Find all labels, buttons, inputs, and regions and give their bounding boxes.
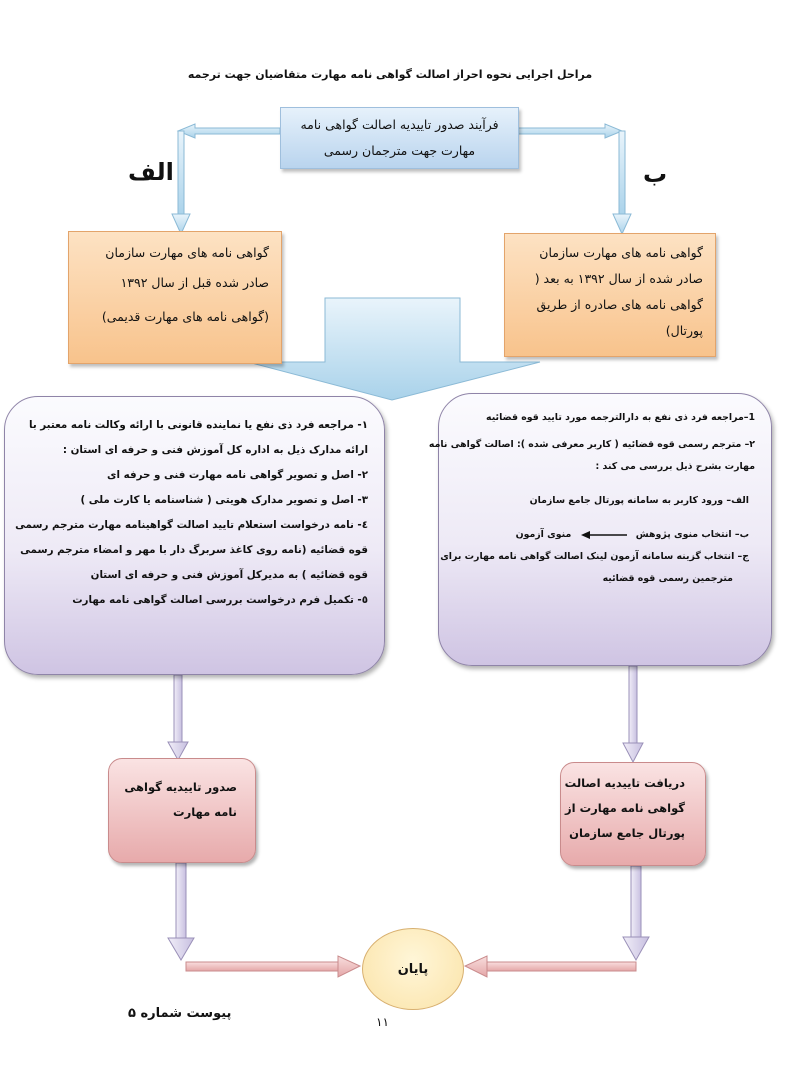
portal-step: الف– ورود کاربر به سامانه پورتال جامع سازمان bbox=[529, 495, 749, 506]
portal-process-box bbox=[428, 393, 772, 666]
portal-step: ج– انتخاب گزینه سامانه آزمون لینک اصالت گواهی نامه مهارت برای bbox=[440, 551, 749, 562]
arrow-left-icon bbox=[581, 530, 627, 540]
manual-step: ۲- اصل و تصویر گواهی نامه مهارت فنی و حرفه ای bbox=[107, 469, 368, 481]
portal-step: مهارت بشرح ذیل بررسی می کند : bbox=[595, 461, 755, 472]
arrow-to-left-branch bbox=[172, 124, 280, 234]
manual-step: ٤- نامه درخواست استعلام تایید اصالت گواهینامه مهارت مترجم رسمی bbox=[15, 519, 368, 531]
new-certificates-box bbox=[504, 233, 716, 357]
branch-label-alef: الف bbox=[128, 158, 174, 186]
old-certificates-line: گواهی نامه های مهارت سازمان bbox=[105, 245, 269, 260]
arrow-left-process-to-result bbox=[168, 675, 188, 760]
old-certificates-line: صادر شده قبل از سال ۱۳۹۲ bbox=[120, 275, 269, 290]
manual-step: ٥- تکمیل فرم درخواست بررسی اصالت گواهی نامه مهارت bbox=[72, 594, 368, 606]
arrow-right-process-to-result bbox=[623, 666, 643, 762]
process-title-line: فرآیند صدور تاییدیه اصالت گواهی نامه bbox=[300, 117, 499, 132]
merge-arrow bbox=[248, 298, 540, 400]
end-node bbox=[362, 928, 464, 1010]
process-title-box bbox=[280, 107, 519, 169]
manual-process-box bbox=[4, 396, 385, 675]
branch-label-be: ب bbox=[643, 160, 668, 188]
annex-label: پیوست شماره ۵ bbox=[128, 1006, 232, 1021]
end-label: پایان bbox=[397, 961, 429, 977]
manual-step: قوه قضائیه ) به مدیرکل آموزش فنی و حرفه ای استان bbox=[90, 569, 368, 581]
new-certificates-line: پورتال) bbox=[665, 323, 703, 338]
manual-step: ارائه مدارک ذیل به اداره کل آموزش فنی و حرفه ای استان : bbox=[62, 444, 368, 456]
manual-step: ۳- اصل و تصویر مدارک هویتی ( شناسنامه یا کارت ملی ) bbox=[80, 494, 368, 506]
issue-confirmation-line: صدور تاییدیه گواهی bbox=[124, 780, 237, 794]
portal-step: 1–مراجعه فرد ذی نفع به دارالترجمه مورد تایید قوه قضائیه bbox=[486, 412, 755, 423]
portal-step-label: منوی آزمون bbox=[515, 529, 572, 540]
portal-step: مترجمین رسمی قوه قضائیه bbox=[602, 573, 733, 584]
arrow-to-right-branch bbox=[517, 124, 631, 234]
page-title: مراحل اجرایی نحوه احراز اصالت گواهی نامه مهارت متقاضیان جهت ترجمه bbox=[187, 68, 593, 81]
new-certificates-line: گواهی نامه های مهارت سازمان bbox=[539, 245, 703, 260]
receive-confirmation-box bbox=[560, 762, 706, 866]
receive-confirmation-line: پورتال جامع سازمان bbox=[569, 826, 685, 840]
new-certificates-line: گواهی نامه های صادره از طریق bbox=[536, 297, 703, 312]
portal-step: ۲– مترجم رسمی قوه قضائیه ( کاربر معرفی شده ): اصالت گواهی نامه bbox=[428, 439, 755, 450]
old-certificates-line: (گواهی نامه های مهارت قدیمی) bbox=[101, 309, 269, 324]
portal-step-label: ب– انتخاب منوی پژوهش bbox=[635, 529, 749, 540]
issue-confirmation-line: نامه مهارت bbox=[173, 805, 237, 819]
page-number: ۱۱ bbox=[376, 1015, 389, 1029]
manual-step: قوه قضائیه (نامه روی کاغذ سربرگ دار با مهر و امضاء مترجم رسمی bbox=[20, 544, 368, 556]
issue-confirmation-box bbox=[108, 758, 256, 863]
receive-confirmation-line: گواهی نامه مهارت از bbox=[565, 801, 685, 815]
new-certificates-line: صادر شده از سال ۱۳۹۲ به بعد ( bbox=[534, 271, 703, 286]
arrow-right-result-to-end bbox=[465, 866, 649, 977]
process-title-line: مهارت جهت مترجمان رسمی bbox=[323, 143, 476, 158]
receive-confirmation-line: دریافت تاییدیه اصالت bbox=[564, 776, 685, 790]
manual-step: ۱- مراجعه فرد ذی نفع یا نماینده قانونی با ارائه وکالت نامه معتبر با bbox=[28, 419, 368, 431]
old-certificates-box bbox=[68, 231, 282, 364]
arrow-left-result-to-end bbox=[168, 863, 360, 977]
portal-step-menu bbox=[449, 524, 755, 546]
